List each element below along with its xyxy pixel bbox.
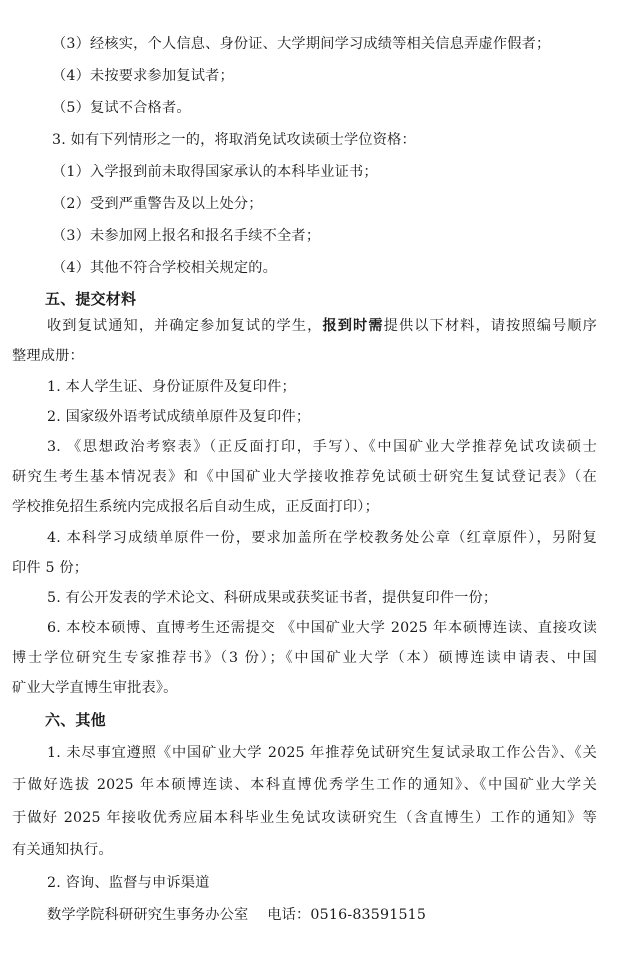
other-item-1-line1: 1. 未尽事宜遵照《中国矿业大学 2025 年推荐免试研究生复试录取工作公告》、《关 <box>47 745 597 761</box>
other-item-1-line2: 于做好选拔 2025 年本硕博连读、本科直博优秀学生工作的通知》、《中国矿业大学关 <box>12 777 597 793</box>
section5-heading: 五、提交材料 <box>45 290 137 308</box>
disqualify-item-3: （3）经核实，个人信息、身份证、大学期间学习成绩等相关信息弄虚作假者； <box>52 36 551 52</box>
material-item-4-line2: 印件 5 份； <box>12 560 89 576</box>
material-item-1: 1. 本人学生证、身份证原件及复印件； <box>47 379 296 395</box>
section6-heading: 六、其他 <box>45 711 106 729</box>
material-item-6-line3: 矿业大学直博生审批表》。 <box>12 680 178 696</box>
disqualify-item-5: （5）复试不合格者。 <box>52 100 191 116</box>
contact-info: 数学学院科研研究生事务办公室 电话：0516-83591515 <box>47 907 427 923</box>
material-item-3-line2: 研究生考生基本情况表》和《中国矿业大学接收推荐免试硕士研究生复试登记表》（在 <box>12 469 597 485</box>
material-item-2: 2. 国家级外语考试成绩单原件及复印件； <box>47 409 311 425</box>
other-item-1-line4: 有关通知执行。 <box>12 842 113 858</box>
cancel-item-1: （1）入学报到前未取得国家承认的本科毕业证书； <box>52 164 378 180</box>
material-item-3-line3: 学校推免招生系统内完成报名后自动生成，正反面打印）； <box>12 499 379 515</box>
section5-intro-part1: 收到复试通知，并确定参加复试的学生， <box>47 318 323 334</box>
section5-intro <box>47 316 597 336</box>
material-item-6-line2: 博士学位研究生专家推荐书》（3 份）；《中国矿业大学（本）硕博连读申请表、中国 <box>12 650 597 666</box>
material-item-5: 5. 有公开发表的学术论文、科研成果或获奖证书者，提供复印件一份； <box>47 590 498 606</box>
cancel-item-4: （4）其他不符合学校相关规定的。 <box>52 260 278 276</box>
material-item-6-line1: 6. 本校本硕博、直博考生还需提交 《中国矿业大学 2025 年本硕博连读、直接攻读 <box>47 620 597 636</box>
other-item-2: 2. 咨询、监督与申诉渠道 <box>47 875 210 891</box>
cancel-item-3: （3）未参加网上报名和报名手续不全者； <box>52 228 321 244</box>
disqualify-item-4: （4）未按要求参加复试者； <box>52 68 234 84</box>
section5-intro-part2: 提供以下材料，请按照编号顺序 <box>383 318 597 334</box>
other-item-1-line3: 于做好 2025 年接收优秀应届本科毕业生免试攻读研究生（含直博生）工作的通知》等 <box>12 810 597 826</box>
section5-intro-line2: 整理成册： <box>12 348 84 364</box>
cancel-item-2: （2）受到严重警告及以上处分； <box>52 196 263 212</box>
material-item-4-line1: 4. 本科学习成绩单原件一份，要求加盖所在学校教务处公章（红章原件），另附复 <box>47 530 597 546</box>
material-item-3-line1: 3. 《思想政治考察表》（正反面打印，手写）、《中国矿业大学推荐免试攻读硕士 <box>47 439 597 455</box>
section5-intro-bold: 报到时需 <box>322 318 384 334</box>
cancel-rule-title: 3. 如有下列情形之一的，将取消免试攻读硕士学位资格： <box>52 132 416 148</box>
